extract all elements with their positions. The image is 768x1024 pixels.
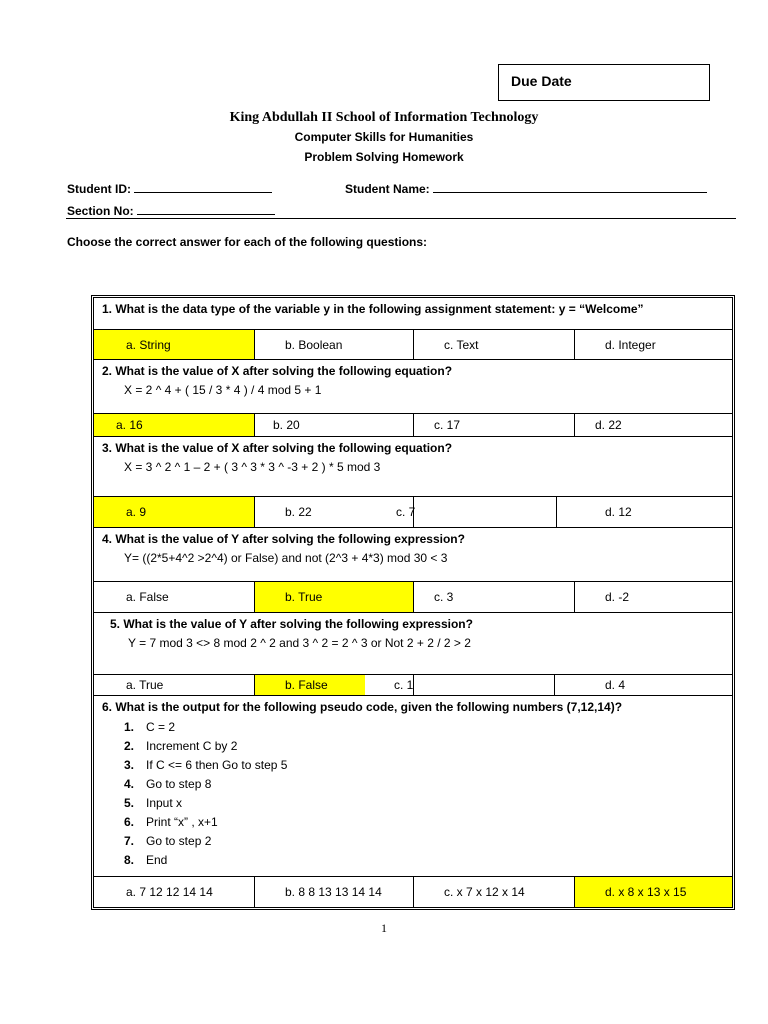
- question-expression: X = 3 ^ 2 ^ 1 – 2 + ( 3 ^ 3 * 3 ^ -3 + 2 ) * 5 mod 3: [124, 460, 381, 474]
- step-4: 4. Go to step 8: [124, 777, 212, 791]
- student-id-field: [67, 180, 272, 196]
- page-number: 1: [381, 921, 387, 935]
- option-a: a. 7 12 12 14 14: [94, 877, 255, 907]
- option-b: b. 8 8 13 13 14 14: [255, 877, 414, 907]
- due-date-box: Due Date: [498, 64, 710, 101]
- option-a: a. False: [94, 582, 255, 612]
- student-name-field: [345, 180, 707, 196]
- question-5: [94, 613, 732, 696]
- option-c: c. 7: [396, 497, 557, 527]
- question-expression: Y= ((2*5+4^2 >2^4) or False) and not (2^3 + 4*3) mod 30 < 3: [124, 551, 448, 565]
- option-b: b. 22: [255, 497, 414, 527]
- options-row: [94, 674, 732, 695]
- option-b: b. 20: [255, 414, 414, 436]
- section-no-field: [67, 202, 275, 218]
- option-d: d. Integer: [605, 337, 656, 352]
- question-text: 5. What is the value of Y after solving the following expression?: [110, 617, 473, 631]
- student-id-label: Student ID:: [67, 182, 131, 196]
- pseudo-code-steps: [94, 716, 732, 876]
- step-6: 6. Print “x” , x+1: [124, 815, 218, 829]
- school-title: King Abdullah II School of Information Technology: [229, 110, 539, 125]
- option-c: c. Text: [414, 330, 575, 359]
- student-name-blank: [433, 180, 707, 193]
- option-b: b. True: [255, 582, 414, 612]
- options-row: [94, 876, 732, 907]
- student-name-label: Student Name:: [345, 182, 430, 196]
- question-text: 4. What is the value of Y after solving the following expression?: [102, 532, 465, 546]
- question-3: [94, 437, 732, 528]
- question-1: [94, 298, 732, 360]
- option-c: c. 17: [414, 414, 575, 436]
- step-8: 8. End: [124, 853, 168, 867]
- step-1: 1. C = 2: [124, 720, 176, 734]
- question-expression: Y = 7 mod 3 <> 8 mod 2 ^ 2 and 3 ^ 2 = 2 ^ 3 or Not 2 + 2 / 2 > 2: [128, 636, 471, 650]
- question-expression: X = 2 ^ 4 + ( 15 / 3 * 4 ) / 4 mod 5 + 1: [124, 383, 322, 397]
- option-a: a. String: [94, 330, 255, 359]
- step-5: 5. Input x: [124, 796, 183, 810]
- question-text: 2. What is the value of X after solving the following equation?: [102, 364, 453, 378]
- option-d: d. 22: [595, 418, 622, 432]
- option-b: b. Boolean: [255, 330, 414, 359]
- question-2: [94, 360, 732, 437]
- options-row: [94, 329, 732, 359]
- option-b: b. False: [255, 675, 365, 695]
- question-6: [94, 696, 732, 907]
- option-b-cell: [255, 675, 414, 695]
- course-title: Computer Skills for Humanities: [294, 130, 474, 144]
- section-no-blank: [137, 202, 275, 215]
- assignment-title: Problem Solving Homework: [304, 150, 464, 164]
- option-d: d. 4: [605, 678, 626, 692]
- option-a: a. 9: [94, 497, 255, 527]
- option-c: c. x 7 x 12 x 14: [414, 877, 575, 907]
- instructions: Choose the correct answer for each of the following questions:: [67, 235, 428, 249]
- option-a: a. True: [94, 675, 255, 695]
- step-2: 2. Increment C by 2: [124, 739, 238, 753]
- question-text: 6. What is the output for the following pseudo code, given the following numbers (7,12,14)?: [102, 700, 623, 714]
- question-4: [94, 528, 732, 613]
- section-no-label: Section No:: [67, 204, 134, 218]
- option-c: c. 3: [414, 582, 575, 612]
- step-3: 3. If C <= 6 then Go to step 5: [124, 758, 288, 772]
- option-a: a. 16: [94, 414, 255, 436]
- options-row: [94, 413, 732, 436]
- option-c: c. 1: [394, 675, 555, 695]
- student-id-blank: [134, 180, 272, 193]
- question-text: 3. What is the value of X after solving the following equation?: [102, 441, 453, 455]
- options-row: [94, 496, 732, 527]
- options-row: [94, 581, 732, 612]
- header-divider: [66, 218, 736, 219]
- option-d: d. -2: [605, 590, 630, 604]
- step-7: 7. Go to step 2: [124, 834, 212, 848]
- questions-table: [91, 295, 735, 910]
- option-d: d. 12: [605, 505, 632, 519]
- question-text: 1. What is the data type of the variable y in the following assignment statement: y = “Welcome”: [102, 302, 644, 316]
- option-d: d. x 8 x 13 x 15: [575, 877, 732, 907]
